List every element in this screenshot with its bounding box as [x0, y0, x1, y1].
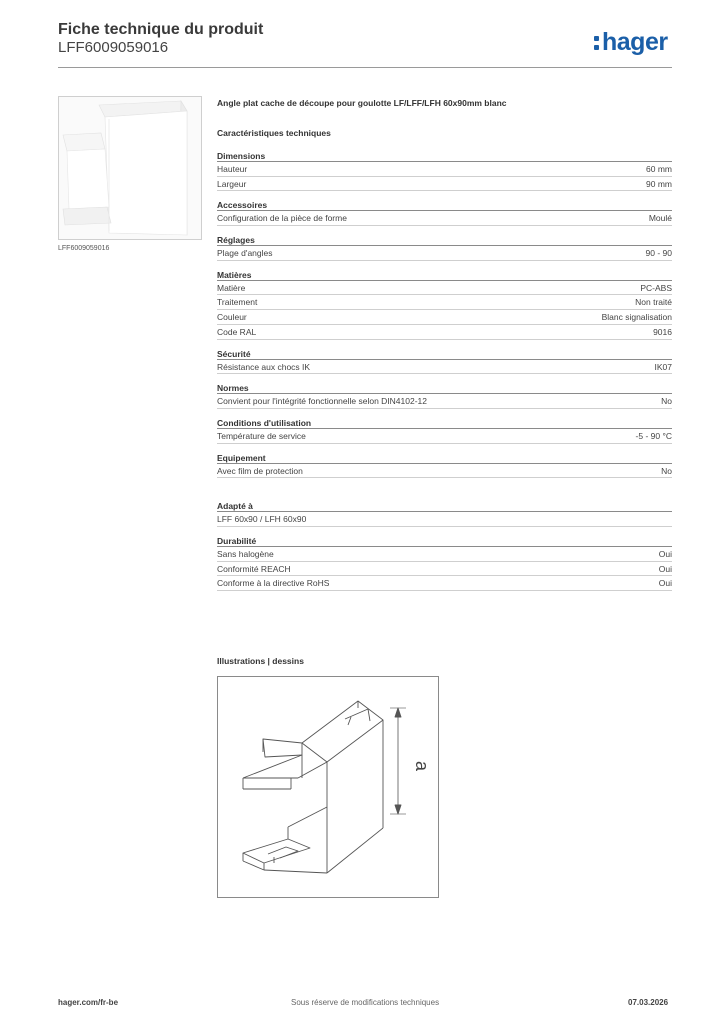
row-label: LFF 60x90 / LFH 60x90: [217, 514, 307, 525]
illustrations-title: Illustrations | dessins: [217, 656, 304, 666]
table-row: [217, 547, 672, 562]
logo-colon-icon: [594, 36, 600, 50]
logo-text: hager: [602, 28, 668, 56]
spec-group-settings: [217, 234, 672, 261]
table-row: [217, 394, 672, 409]
table-row: [217, 464, 672, 479]
row-label: Traitement: [217, 297, 258, 308]
row-value: IK07: [654, 361, 672, 372]
group-title: Conditions d'utilisation: [217, 417, 672, 429]
durability-group: [217, 535, 672, 591]
row-value: 90 - 90: [645, 248, 672, 259]
spec-group-safety: [217, 348, 672, 375]
table-row: [217, 562, 672, 577]
row-value: No: [661, 465, 672, 476]
row-value: PC-ABS: [640, 282, 672, 293]
product-photo-illustration: [59, 97, 202, 240]
product-photo: [58, 96, 202, 240]
group-title: Matières: [217, 269, 672, 281]
row-value: Oui: [658, 563, 672, 574]
row-value: 60 mm: [646, 164, 672, 174]
spec-group-dimensions: [217, 150, 672, 191]
spec-group-standards: [217, 382, 672, 409]
row-value: No: [661, 396, 672, 407]
row-label: Sans halogène: [217, 548, 274, 559]
row-label: Conforme à la directive RoHS: [217, 578, 330, 589]
row-label: Largeur: [217, 178, 247, 189]
spec-content: [217, 98, 672, 591]
footer-notice: Sous réserve de modifications techniques: [291, 998, 440, 1007]
table-row: [217, 325, 672, 340]
group-title: Accessoires: [217, 199, 672, 211]
product-name: Angle plat cache de découpe pour goulotte LF/LFF/LFH 60x90mm blanc: [217, 98, 507, 108]
group-title: Normes: [217, 382, 672, 394]
row-label: Configuration de la pièce de forme: [217, 213, 347, 224]
technical-drawing-svg: [218, 677, 438, 897]
row-value: Oui: [658, 578, 672, 589]
row-label: Matière: [217, 282, 246, 293]
group-title: Adapté à: [217, 500, 672, 512]
footer-date: 07.03.2026: [628, 998, 669, 1007]
photo-caption: LFF6009059016: [58, 245, 110, 252]
characteristics-title: Caractéristiques techniques: [217, 128, 331, 138]
row-value: -5 - 90 °C: [635, 430, 672, 441]
spec-group-conditions: [217, 417, 672, 444]
row-value: 9016: [653, 326, 672, 337]
row-label: Plage d'angles: [217, 248, 273, 259]
table-row: [217, 246, 672, 261]
row-label: Conformité REACH: [217, 563, 291, 574]
group-title: Réglages: [217, 234, 672, 246]
row-value: Moulé: [648, 213, 672, 224]
header-divider: [58, 67, 672, 68]
group-title: Sécurité: [217, 348, 672, 360]
hager-logo: [594, 25, 668, 59]
table-row: [217, 281, 672, 296]
table-row: [217, 310, 672, 325]
row-label: Code RAL: [217, 326, 257, 337]
row-value: 90 mm: [646, 178, 672, 189]
group-title: Equipement: [217, 452, 672, 464]
spec-group-materials: [217, 269, 672, 340]
table-row: [217, 211, 672, 226]
table-row: [217, 429, 672, 444]
row-label: Avec film de protection: [217, 465, 303, 476]
row-value: Non traité: [635, 297, 672, 308]
spec-group-accessories: [217, 199, 672, 226]
table-row: [217, 576, 672, 591]
row-label: Convient pour l'intégrité fonctionnelle selon DIN4102-12: [217, 396, 428, 407]
footer-website[interactable]: hager.com/fr-be: [58, 998, 119, 1007]
group-title: Dimensions: [217, 150, 672, 162]
row-label: Hauteur: [217, 164, 248, 174]
technical-drawing: [217, 676, 439, 898]
page-title: Fiche technique du produit: [58, 21, 264, 38]
table-row: [217, 162, 672, 177]
row-label: Température de service: [217, 430, 306, 441]
row-label: Résistance aux chocs IK: [217, 361, 311, 372]
dimension-label-a: a: [412, 761, 432, 772]
table-row: [217, 295, 672, 310]
row-label: Couleur: [217, 312, 247, 323]
row-value: Oui: [658, 548, 672, 559]
table-row: [217, 177, 672, 192]
product-reference: LFF6009059016: [58, 39, 169, 56]
spec-group-equipment: [217, 452, 672, 479]
table-row: [217, 360, 672, 375]
row-value: Blanc signalisation: [601, 312, 672, 323]
table-row: [217, 512, 672, 527]
group-title: Durabilité: [217, 535, 672, 547]
adapted-to-group: [217, 500, 672, 527]
